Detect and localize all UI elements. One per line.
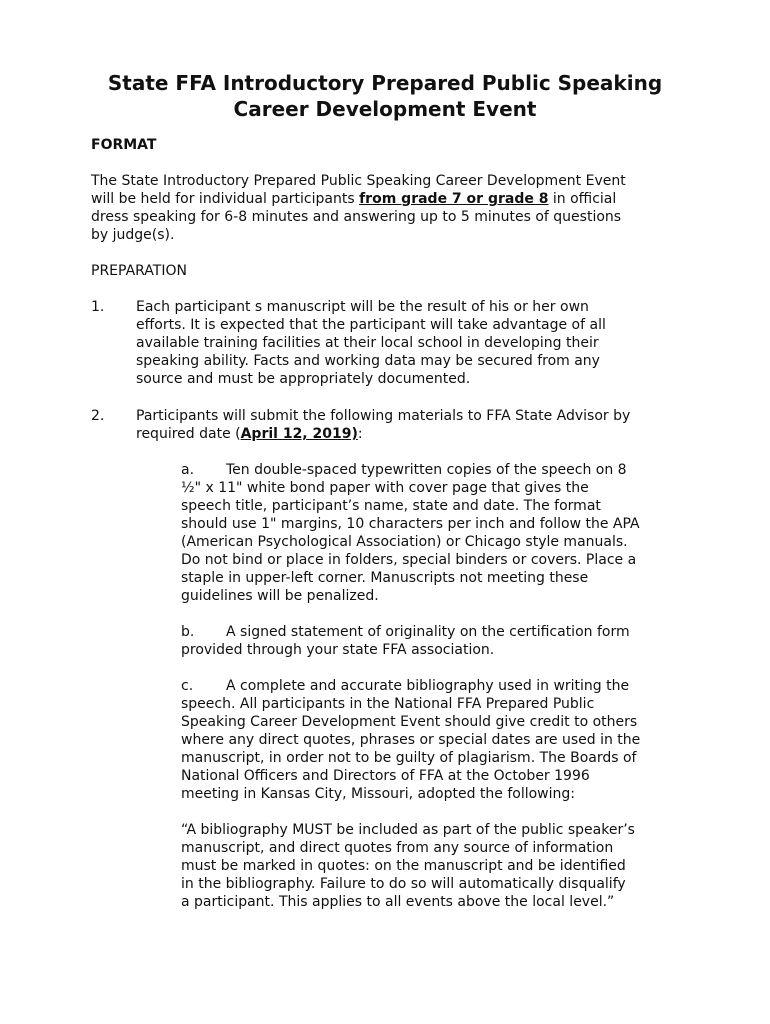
list-item-body [136,298,696,388]
quote-line: “A bibliography MUST be included as part of the public speaker’s [181,822,635,838]
sub-item-letter: a. [181,462,195,478]
sub-item-text: A signed statement of originality on the certification form [226,624,630,640]
quote-line: in the bibliography. Failure to do so will automatically disqualify [181,876,626,892]
item-line [136,425,696,443]
sub-item-line: should use 1" margins, 10 characters per inch and follow the APA [181,516,640,532]
sub-item-line: where any direct quotes, phrases or special dates are used in the [181,732,641,748]
item-line: Each participant s manuscript will be the result of his or her own [136,299,589,315]
sub-item-line: staple in upper-left corner. Manuscripts not meeting these [181,570,589,586]
sub-item-line: National Officers and Directors of FFA at the October 1996 [181,768,590,784]
sub-item-line: ½" x 11" white bond paper with cover page that gives the [181,480,589,496]
block-quote [181,821,691,911]
item-text: required date ( [136,426,241,442]
intro-line: by judge(s). [91,227,175,243]
preparation-heading: PREPARATION [91,263,187,279]
intro-line: The State Introductory Prepared Public Speaking Career Development Event [91,173,626,189]
title-line-1: State FFA Introductory Prepared Public Speaking [107,71,663,95]
intro-paragraph [91,172,691,244]
sub-item-b [181,623,691,659]
intro-line: dress speaking for 6-8 minutes and answering up to 5 minutes of questions [91,209,622,225]
document-title [0,70,770,122]
sub-item-line [181,677,691,695]
sub-item-a [181,461,691,605]
sub-item-line: guidelines will be penalized. [181,588,379,604]
quote-line: manuscript, and direct quotes from any source of information [181,840,614,856]
sub-item-line: speech title, participant’s name, state and date. The format [181,498,601,514]
item-line: available training facilities at their local school in developing their [136,335,599,351]
sub-item-line [181,461,691,479]
item-line: efforts. It is expected that the participant will take advantage of all [136,317,606,333]
sub-item-line: provided through your state FFA association. [181,642,495,658]
intro-text: will be held for individual participants [91,191,360,207]
sub-item-text: A complete and accurate bibliography used in writing the [226,678,630,694]
sub-item-line: (American Psychological Association) or Chicago style manuals. [181,534,628,550]
item-line: Participants will submit the following materials to FFA State Advisor by [136,408,631,424]
list-item-body [136,407,696,443]
item-line: speaking ability. Facts and working data may be secured from any [136,353,600,369]
intro-line [91,190,691,208]
sub-item-text: Ten double-spaced typewritten copies of the speech on 8 [226,462,627,478]
sub-item-letter: c. [181,678,194,694]
item-line: source and must be appropriately documented. [136,371,471,387]
item-text: : [357,426,363,442]
sub-item-line: speech. All participants in the National FFA Prepared Public [181,696,595,712]
quote-line: must be marked in quotes: on the manuscript and be identified [181,858,626,874]
sub-item-line: manuscript, in order not to be guilty of plagiarism. The Boards of [181,750,637,766]
list-number: 1. [91,299,105,315]
sub-item-line: Do not bind or place in folders, special binders or covers. Place a [181,552,637,568]
title-line-2: Career Development Event [233,97,537,121]
sub-item-line [181,623,691,641]
format-heading: FORMAT [91,137,157,153]
due-date-emphasis: April 12, 2019) [240,426,358,442]
sub-item-letter: b. [181,624,195,640]
list-number: 2. [91,408,105,424]
sub-item-c [181,677,691,803]
sub-item-line: meeting in Kansas City, Missouri, adopted the following: [181,786,575,802]
sub-item-line: Speaking Career Development Event should give credit to others [181,714,638,730]
quote-line: a participant. This applies to all events above the local level.” [181,894,615,910]
grade-emphasis: from grade 7 or grade 8 [359,191,549,207]
intro-text: in official [548,191,617,207]
